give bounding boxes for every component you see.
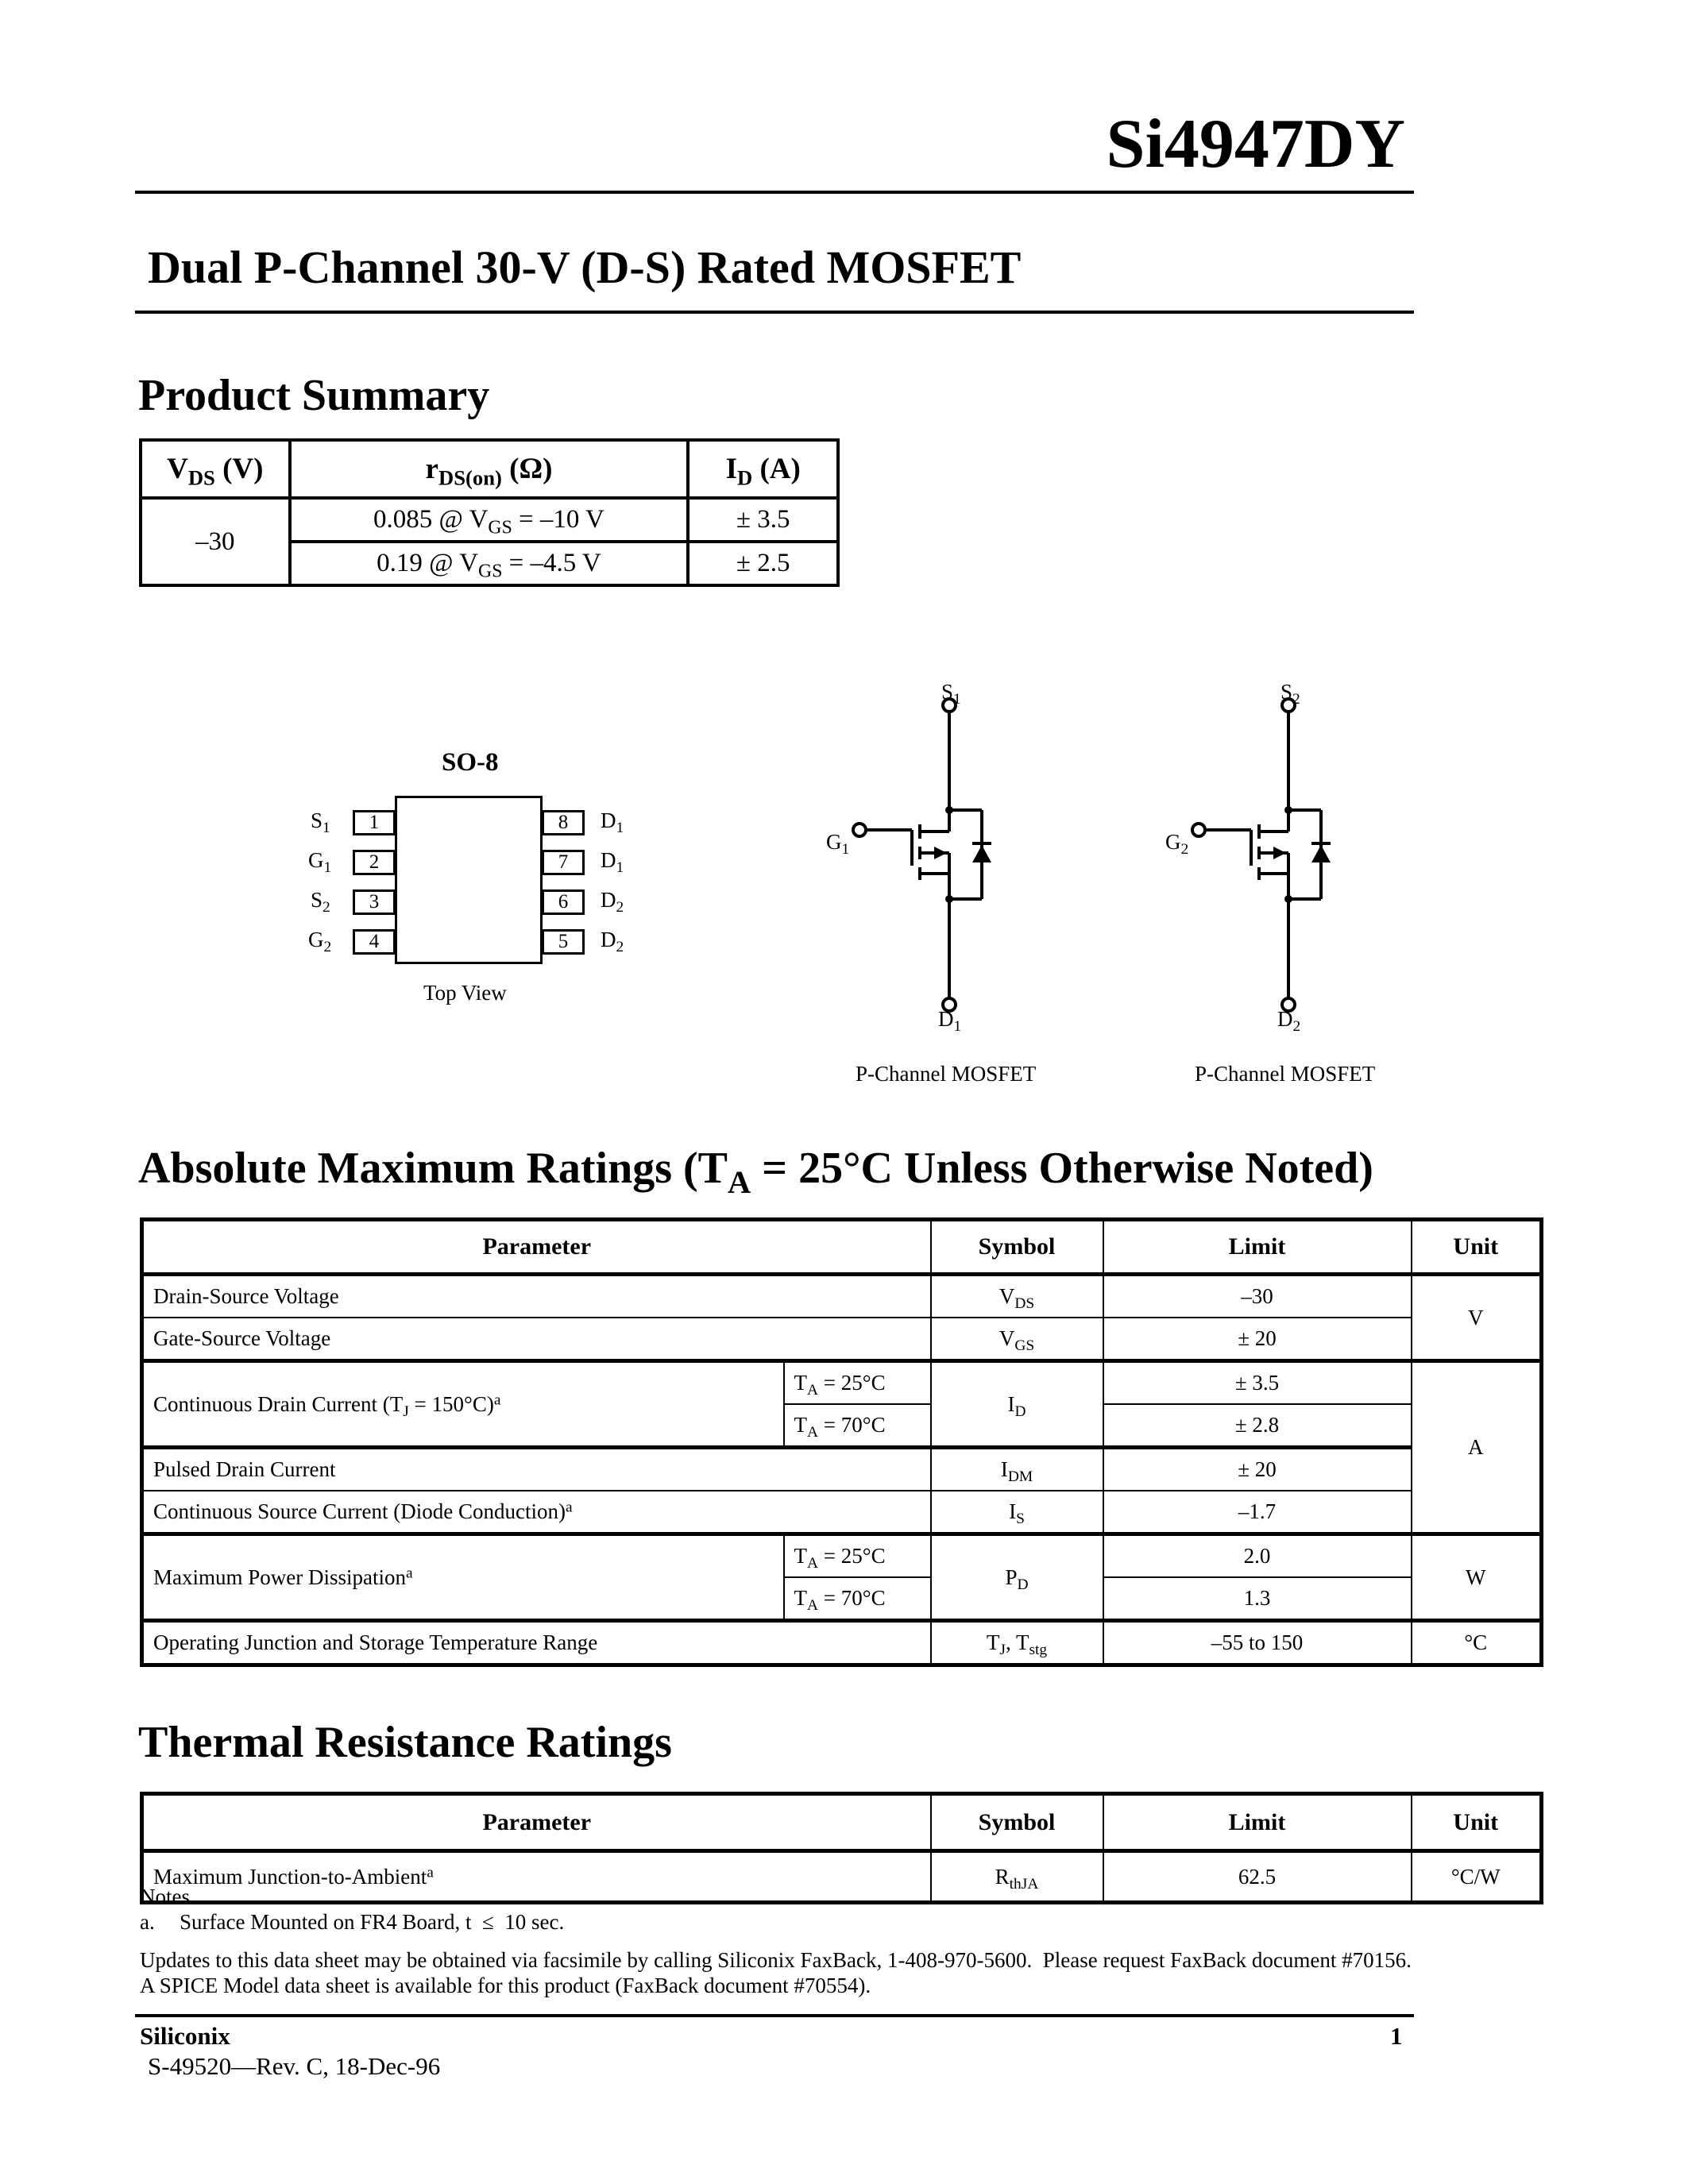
- package-view-label: Top View: [423, 981, 507, 1005]
- pin-3-label: $S_2$: [311, 888, 330, 916]
- note-a-text: Surface Mounted on FR4 Board, t ≤ 10 sec.: [180, 1910, 565, 1934]
- gate-terminal: [853, 824, 866, 836]
- part-number: Si4947DY: [1106, 106, 1405, 183]
- title-rule: [135, 311, 1414, 314]
- thermal-heading: Thermal Resistance Ratings: [138, 1718, 672, 1767]
- limit-tj: –55 to 150: [1103, 1621, 1412, 1665]
- package-body: [395, 796, 543, 964]
- th-symbol: $R_{thJA}$: [931, 1851, 1103, 1903]
- mosfet2-source-label: $S_2$: [1280, 680, 1300, 708]
- updates-text: Updates to this data sheet may be obtained via facsimile by calling Siliconix FaxBack, 1-408-970-5600. Please request FaxBack document #70156.: [140, 1948, 1412, 1972]
- footer-page-number: 1: [1390, 2022, 1403, 2050]
- body-diode-icon: [1311, 845, 1331, 862]
- param-vgs: Gate-Source Voltage: [142, 1318, 931, 1361]
- unit-watts: W: [1412, 1534, 1542, 1621]
- limit-vgs: ± 20: [1103, 1318, 1412, 1361]
- product-summary-table: [139, 438, 840, 587]
- pin-4-box: 4: [353, 929, 396, 955]
- th-limit-header: Limit: [1103, 1794, 1412, 1851]
- document-title: Dual P-Channel 30-V (D-S) Rated MOSFET: [148, 241, 1022, 293]
- mosfet1-source-label: $S_1$: [941, 680, 961, 708]
- pin-8-box: 8: [542, 810, 585, 835]
- sym-idm: $I_{DM}$: [931, 1448, 1103, 1491]
- th-limit: 62.5: [1103, 1851, 1412, 1903]
- param-is: Continuous Source Current (Diode Conduction)$^a$: [142, 1491, 931, 1534]
- col-symbol-header: Symbol: [931, 1220, 1103, 1275]
- col-unit-header: Unit: [1412, 1220, 1542, 1275]
- gate-terminal: [1192, 824, 1205, 836]
- limit-id-25: ± 3.5: [1103, 1361, 1412, 1405]
- limit-vds: –30: [1103, 1275, 1412, 1318]
- cond-pd-25: $T_A = 25^\circ C$: [784, 1534, 931, 1578]
- id-value-row1: ± 3.5: [688, 498, 838, 542]
- param-id: Continuous Drain Current $(T_J = 150^\circ C)^a$: [142, 1361, 784, 1448]
- pin-7-label: $D_1$: [601, 848, 624, 877]
- pin-6-label: $D_2$: [601, 888, 624, 916]
- table-row: [142, 1361, 1542, 1405]
- th-unit-header: Unit: [1412, 1794, 1542, 1851]
- mosfet-symbol-1: [826, 691, 1033, 1024]
- pin-2-box: 2: [353, 850, 396, 875]
- footer-company: Siliconix: [140, 2022, 230, 2050]
- product-summary-heading: Product Summary: [138, 371, 490, 420]
- mosfet1-caption: P-Channel MOSFET: [856, 1062, 1037, 1086]
- mosfet2-drain-label: $D_2$: [1277, 1007, 1301, 1036]
- th-symbol-header: Symbol: [931, 1794, 1103, 1851]
- rds-value-row2: 0.19 @ $V_{GS} = -4.5$ V: [290, 542, 689, 585]
- th-param: Maximum Junction-to-Ambient$^a$: [142, 1851, 931, 1903]
- sym-vds: $V_{DS}$: [931, 1275, 1103, 1318]
- footer-rule: [135, 2014, 1414, 2017]
- header-rule: [135, 191, 1414, 194]
- table-row: [142, 1491, 1542, 1534]
- note-a-label: a.: [140, 1910, 155, 1934]
- pin-7-box: 7: [542, 850, 585, 875]
- limit-is: –1.7: [1103, 1491, 1412, 1534]
- unit-amps: A: [1412, 1361, 1542, 1534]
- abs-max-table: [140, 1217, 1543, 1667]
- footer-revision: S-49520—Rev. C, 18-Dec-96: [148, 2052, 441, 2080]
- col-limit-header: Limit: [1103, 1220, 1412, 1275]
- table-row: [142, 1534, 1542, 1578]
- package-name: SO-8: [442, 748, 499, 777]
- pin-1-box: 1: [353, 810, 396, 835]
- table-row: [142, 1621, 1542, 1665]
- table-row: [142, 1448, 1542, 1491]
- pin-8-label: $D_1$: [601, 808, 624, 837]
- mosfet-symbol-2: [1165, 691, 1372, 1024]
- param-tj: Operating Junction and Storage Temperature Range: [142, 1621, 931, 1665]
- channel-arrow-icon: [934, 847, 947, 859]
- mosfet1-gate-label: $G_1$: [826, 830, 850, 859]
- pin-3-box: 3: [353, 889, 396, 915]
- vds-value: –30: [141, 498, 290, 585]
- pin-5-box: 5: [542, 929, 585, 955]
- param-pd: Maximum Power Dissipation$^a$: [142, 1534, 784, 1621]
- abs-max-heading: Absolute Maximum Ratings ($T_A = 25^\circ C$ Unless Otherwise Noted): [138, 1144, 1373, 1200]
- limit-pd-25: 2.0: [1103, 1534, 1412, 1578]
- channel-arrow-icon: [1273, 847, 1286, 859]
- pin-6-box: 6: [542, 889, 585, 915]
- mosfet1-drain-label: $D_1$: [938, 1007, 962, 1036]
- thermal-table: [140, 1792, 1543, 1904]
- unit-tj: °C: [1412, 1621, 1542, 1665]
- pin-4-label: $G_2$: [308, 928, 332, 956]
- col-parameter-header: Parameter: [142, 1220, 931, 1275]
- rds-value-row1: 0.085 @ $V_{GS} = -10$ V: [290, 498, 689, 542]
- cond-id-25: $T_A = 25^\circ C$: [784, 1361, 931, 1405]
- sym-vgs: $V_{GS}$: [931, 1318, 1103, 1361]
- sym-pd: $P_D$: [931, 1534, 1103, 1621]
- param-idm: Pulsed Drain Current: [142, 1448, 931, 1491]
- limit-pd-70: 1.3: [1103, 1577, 1412, 1621]
- th-parameter-header: Parameter: [142, 1794, 931, 1851]
- limit-idm: ± 20: [1103, 1448, 1412, 1491]
- param-vds: Drain-Source Voltage: [142, 1275, 931, 1318]
- pin-1-label: $S_1$: [311, 808, 330, 837]
- spice-text: A SPICE Model data sheet is available for this product (FaxBack document #70554).: [140, 1974, 871, 1997]
- sym-id: $I_D$: [931, 1361, 1103, 1448]
- mosfet2-gate-label: $G_2$: [1165, 830, 1189, 859]
- sym-is: $I_S$: [931, 1491, 1103, 1534]
- pin-2-label: $G_1$: [308, 848, 332, 877]
- sym-tj: $T_J$, $T_{stg}$: [931, 1621, 1103, 1665]
- cond-id-70: $T_A = 70^\circ C$: [784, 1404, 931, 1448]
- limit-id-70: ± 2.8: [1103, 1404, 1412, 1448]
- id-value-row2: ± 2.5: [688, 542, 838, 585]
- table-row: [142, 1275, 1542, 1318]
- pin-5-label: $D_2$: [601, 928, 624, 956]
- table-row: [142, 1318, 1542, 1361]
- cond-pd-70: $T_A = 70^\circ C$: [784, 1577, 931, 1621]
- unit-volts: V: [1412, 1275, 1542, 1361]
- id-header: $I_D$ (A): [688, 440, 838, 498]
- table-row: [142, 1851, 1542, 1903]
- th-unit: °C/W: [1412, 1851, 1542, 1903]
- body-diode-icon: [972, 845, 991, 862]
- rds-header: $r_{DS(on)}$ (Ω): [290, 440, 689, 498]
- mosfet2-caption: P-Channel MOSFET: [1195, 1062, 1376, 1086]
- notes-heading: Notes: [140, 1885, 190, 1908]
- vds-header: $V_{DS}$ (V): [141, 440, 290, 498]
